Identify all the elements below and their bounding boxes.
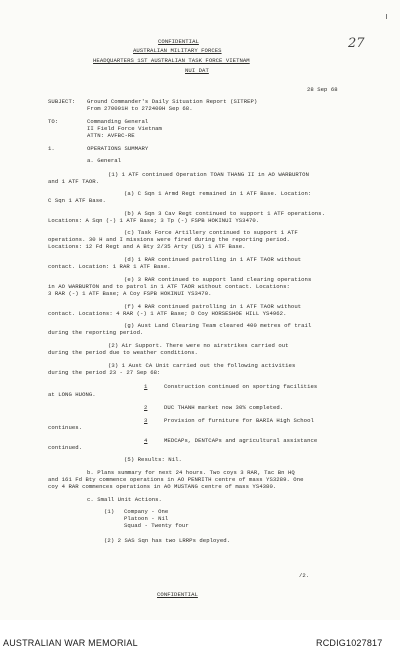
ca-item-2-number: 2 [144,404,148,411]
para-1b-line-2: Locations: A Sqn (-) 1 ATF Base; 3 Tp (-) FSPB HOKINUI YS3470. [48,217,260,224]
para-1g-line-1: (g) Aust Land Clearing Team cleared 400 metres of trail [124,322,312,329]
ca-item-2-line-1: DUC THANH market now 30% completed. [164,404,284,411]
ca-item-4-line-2: continued. [48,444,83,451]
para-1a-line-1: (a) C Sqn 1 Armd Regt remained in 1 ATF Base. Location: [124,190,312,197]
para-b-line-3: coy 4 RAR commences operations in AO MUSTANG centre of mass YS4380. [48,483,277,490]
classification-top: CONFIDENTIAL [158,38,199,45]
report-date: 28 Sep 68 [307,86,338,93]
ca-item-3-number: 3 [144,417,148,424]
para-1d-line-2: contact. Location: 1 RAR 1 ATF Base. [48,263,171,270]
section-title: OPERATIONS SUMMARY [87,145,149,152]
para-b-line-2: and 161 Fd Bty commence operations in AO PENRITH centre of mass YS3289. One [48,476,304,483]
para-1c-line-1: (c) Task Force Artillery continued to support 1 ATF [124,229,298,236]
para-1-line-1: (1) 1 ATF continued Operation TOAN THANG II in AO WARBURTON [108,171,310,178]
section-number: 1. [48,145,55,152]
para-c2-line: (2) 2 SAS Sqn has two LRRPs deployed. [104,537,231,544]
para-b-line-1: b. Plans summary for next 24 hours. Two coys 3 RAR, Tac Bn HQ [87,469,295,476]
para-a-heading: a. General [87,157,122,164]
para-1g-line-2: during the reporting period. [48,329,144,336]
next-page-marker: /2. [299,572,310,579]
ca-item-4-line-1: MEDCAPs, DENTCAPs and agricultural assistance [164,437,318,444]
para-1c-line-2: operations. 30 H and I missions were fired during the reporting period. [48,236,290,243]
folio-number: 27 [348,36,365,51]
ca-item-1-line-1: Construction continued on sporting facilities [164,383,318,390]
para-c1-company: Company - One [124,508,169,515]
para-c-heading: c. Small Unit Actions. [87,496,162,503]
classification-bottom: CONFIDENTIAL [157,591,198,598]
para-1d-line-1: (d) 1 RAR continued patrolling in 1 ATF TAOR without [124,256,302,263]
para-1e-line-2: in AO WARBURTON and to patrol in 1 ATF TAOR without contact. Locations: [48,283,290,290]
archive-reference: RCDIG1027817 [316,638,383,648]
ca-item-4-number: 4 [144,437,148,444]
para-1c-line-3: Locations: 12 Fd Regt and A Bty 2/35 Arty (US) 1 ATF Base. [48,243,246,250]
para-c1-number: (1) [104,508,115,515]
para-3-line-2: during the period 23 - 27 Sep 68: [48,369,161,376]
to-line-2: II Field Force Vietnam [87,125,162,132]
results-line: (5) Results: Nil. [124,456,182,463]
para-3-line-1: (3) 1 Aust CA Unit carried out the following activities [108,362,296,369]
to-line-3: ATTN: AVFBC-RE [87,132,135,139]
para-1e-line-1: (e) 3 RAR continued to support land clearing operations [124,276,312,283]
ca-item-1-line-2: at LONG HUONG. [48,391,96,398]
org-name: AUSTRALIAN MILITARY FORCES [133,47,222,54]
ca-item-3-line-2: continues. [48,424,83,431]
ca-item-1-number: 1 [144,383,148,390]
para-c1-platoon: Platoon - Nil [124,515,169,522]
para-2-line-2: during the period due to weather conditions. [48,349,198,356]
para-1e-line-3: 3 RAR (-) 1 ATF Base; A Coy FSPB HOKINUI YS3470. [48,290,212,297]
to-line-1: Commanding General [87,118,149,125]
archive-name: AUSTRALIAN WAR MEMORIAL [3,638,138,648]
para-1-line-2: and 1 ATF TAOR. [48,178,100,185]
subject-line-2: From 270001H to 272400H Sep 68. [87,105,193,112]
para-1f-line-1: (f) 4 RAR continued patrolling in 1 ATF TAOR without [124,303,302,310]
para-c1-squad: Squad - Twenty four [124,522,189,529]
ca-item-3-line-1: Provision of furniture for BARIA High School [164,417,314,424]
para-1b-line-1: (b) A Sqn 3 Cav Regt continued to support 1 ATF operations. [124,210,326,217]
archive-footer [0,632,400,654]
location: NUI DAT [185,67,209,74]
para-2-line-1: (2) Air Support. There were no airstrikes carried out [108,342,289,349]
subject-line-1: Ground Commander's Daily Situation Report (SITREP) [87,98,258,105]
hq-title: HEADQUARTERS 1ST AUSTRALIAN TASK FORCE VIETNAM [93,57,250,64]
para-1f-line-2: contact. Locations: 4 RAR (-) 1 ATF Base; D Coy HORSESHOE HILL YS4962. [48,310,287,317]
para-1a-line-2: C Sqn 1 ATF Base. [48,197,106,204]
subject-label: SUBJECT: [48,98,76,105]
edge-mark [386,14,387,19]
to-label: TO: [48,118,59,125]
